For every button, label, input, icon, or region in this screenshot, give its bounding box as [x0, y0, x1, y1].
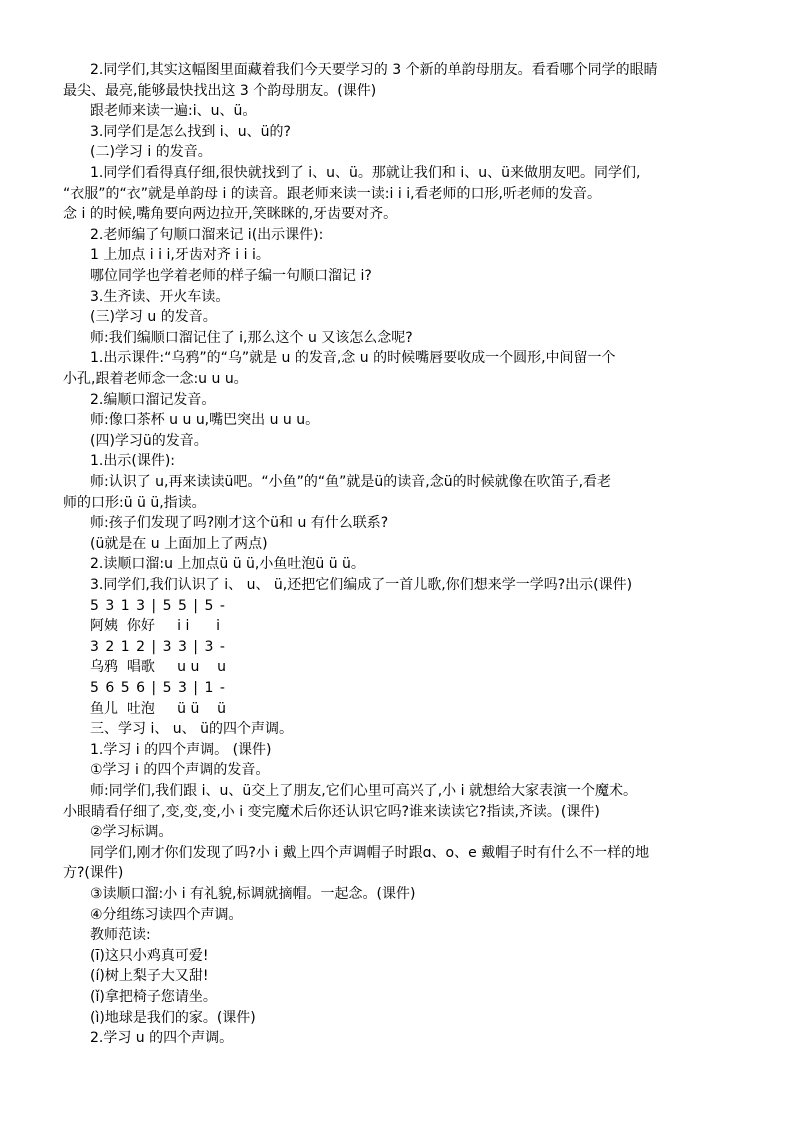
text-line: (二)学习 i 的发音。 [90, 144, 212, 161]
text-line: 3 2 1 2 | 3 3 | 3 - [90, 638, 226, 655]
text-line: ③读顺口溜:小 i 有礼貌,标调就摘帽。一起念。(课件) [90, 886, 416, 902]
text-line: (ì)地球是我们的家。(课件) [90, 1009, 256, 1026]
text-line: 2.编顺口溜记发音。 [90, 391, 216, 408]
text-line: 3.生齐读、开火车读。 [90, 288, 230, 305]
text-line: 跟老师来读一遍:i、u、ü。 [90, 103, 257, 120]
text-line: 念 i 的时候,嘴角要向两边拉开,笑眯眯的,牙齿要对齐。 [63, 206, 398, 223]
text-line: ②学习标调。 [90, 824, 173, 841]
text-line: (三)学习 u 的发音。 [90, 309, 217, 326]
text-line: 最尖、最亮,能够最快找出这 3 个韵母朋友。(课件) [63, 82, 377, 99]
text-line: (四)学习ü的发音。 [90, 432, 208, 449]
text-line: 师:像口茶杯 u u u,嘴巴突出 u u u。 [90, 412, 320, 429]
text-line: (ī)这只小鸡真可爱! [90, 947, 209, 964]
text-line: 2.读顺口溜:u 上加点ü ü ü,小鱼吐泡ü ü ü。 [90, 556, 365, 573]
text-line: 3.同学们是怎么找到 i、u、ü的? [90, 123, 291, 140]
text-line: (í)树上梨子大又甜! [90, 968, 209, 985]
text-line: ①学习 i 的四个声调的发音。 [90, 762, 270, 779]
text-line: 师:认识了 u,再来读读ü吧。“小鱼”的“鱼”就是ü的读音,念ü的时候就像在吹笛子,看老 [90, 474, 612, 490]
text-line: 1.同学们看得真仔细,很快就找到了 i、u、ü。那就让我们和 i、u、ü来做朋友吧。同学们, [90, 165, 641, 181]
text-line: (ǐ)拿把椅子您请坐。 [90, 989, 217, 1005]
text-line: 师:我们编顺口溜记住了 i,那么这个 u 又该怎么念呢? [90, 329, 413, 346]
text-line: 师:同学们,我们跟 i、u、ü交上了朋友,它们心里可高兴了,小 i 就想给大家表演一个魔术。 [90, 783, 637, 799]
text-line: 2.老师编了句顺口溜来记 i(出示课件): [90, 226, 324, 243]
text-line: 教师范读: [90, 927, 151, 944]
text-line: 哪位同学也学着老师的样子编一句顺口溜记 i? [90, 268, 372, 284]
text-line: 师的口形:ü ü ü,指读。 [63, 494, 206, 511]
text-line: 1.出示(课件): [90, 453, 175, 470]
text-line: (ü就是在 u 上面加上了两点) [90, 535, 268, 552]
text-line: 师:孩子们发现了吗?刚才这个ü和 u 有什么联系? [90, 515, 389, 532]
text-line: 乌鸦 唱歌 u u u [90, 659, 227, 676]
text-line: “衣服”的“衣”就是单韵母 i 的读音。跟老师来读一读:i i i,看老师的口形,听老师的发音。 [63, 185, 601, 202]
text-line: 1.出示课件:“乌鸦”的“乌”就是 u 的发音,念 u 的时候嘴唇要收成一个圆形,中间留一个 [90, 350, 616, 367]
text-line: 2.学习 u 的四个声调。 [90, 1030, 234, 1047]
text-line: 2.同学们,其实这幅图里面藏着我们今天要学习的 3 个新的单韵母朋友。看看哪个同学的眼睛 [90, 62, 658, 78]
text-line: 方?(课件) [63, 865, 124, 882]
text-line: ④分组练习读四个声调。 [90, 906, 243, 923]
text-line: 三、学习 i、 u、 ü的四个声调。 [90, 721, 293, 738]
text-line: 5 6 5 6 | 5 3 | 1 - [90, 680, 226, 696]
text-line: 鱼儿 吐泡 ü ü ü [90, 700, 227, 717]
text-line: 阿姨 你好 i i i [90, 618, 220, 635]
text-line: 3.同学们,我们认识了 i、 u、 ü,还把它们编成了一首儿歌,你们想来学一学吗?出示(课件) [90, 577, 633, 593]
text-line: 1.学习 i 的四个声调。 (课件) [90, 741, 272, 758]
text-line: 1 上加点 i i i,牙齿对齐 i i i。 [90, 247, 270, 264]
text-line: 小眼睛看仔细了,变,变,变,小 i 变完魔术后你还认识它吗?谁来读读它?指读,齐读。(课件) [63, 803, 600, 820]
text-line: 5 3 1 3 | 5 5 | 5 - [90, 597, 226, 614]
text-line: 同学们,刚才你们发现了吗?小 i 戴上四个声调帽子时跟ɑ、o、e 戴帽子时有什么不一样的地 [90, 844, 650, 861]
text-line: 小孔,跟着老师念一念:u u u。 [63, 371, 248, 387]
